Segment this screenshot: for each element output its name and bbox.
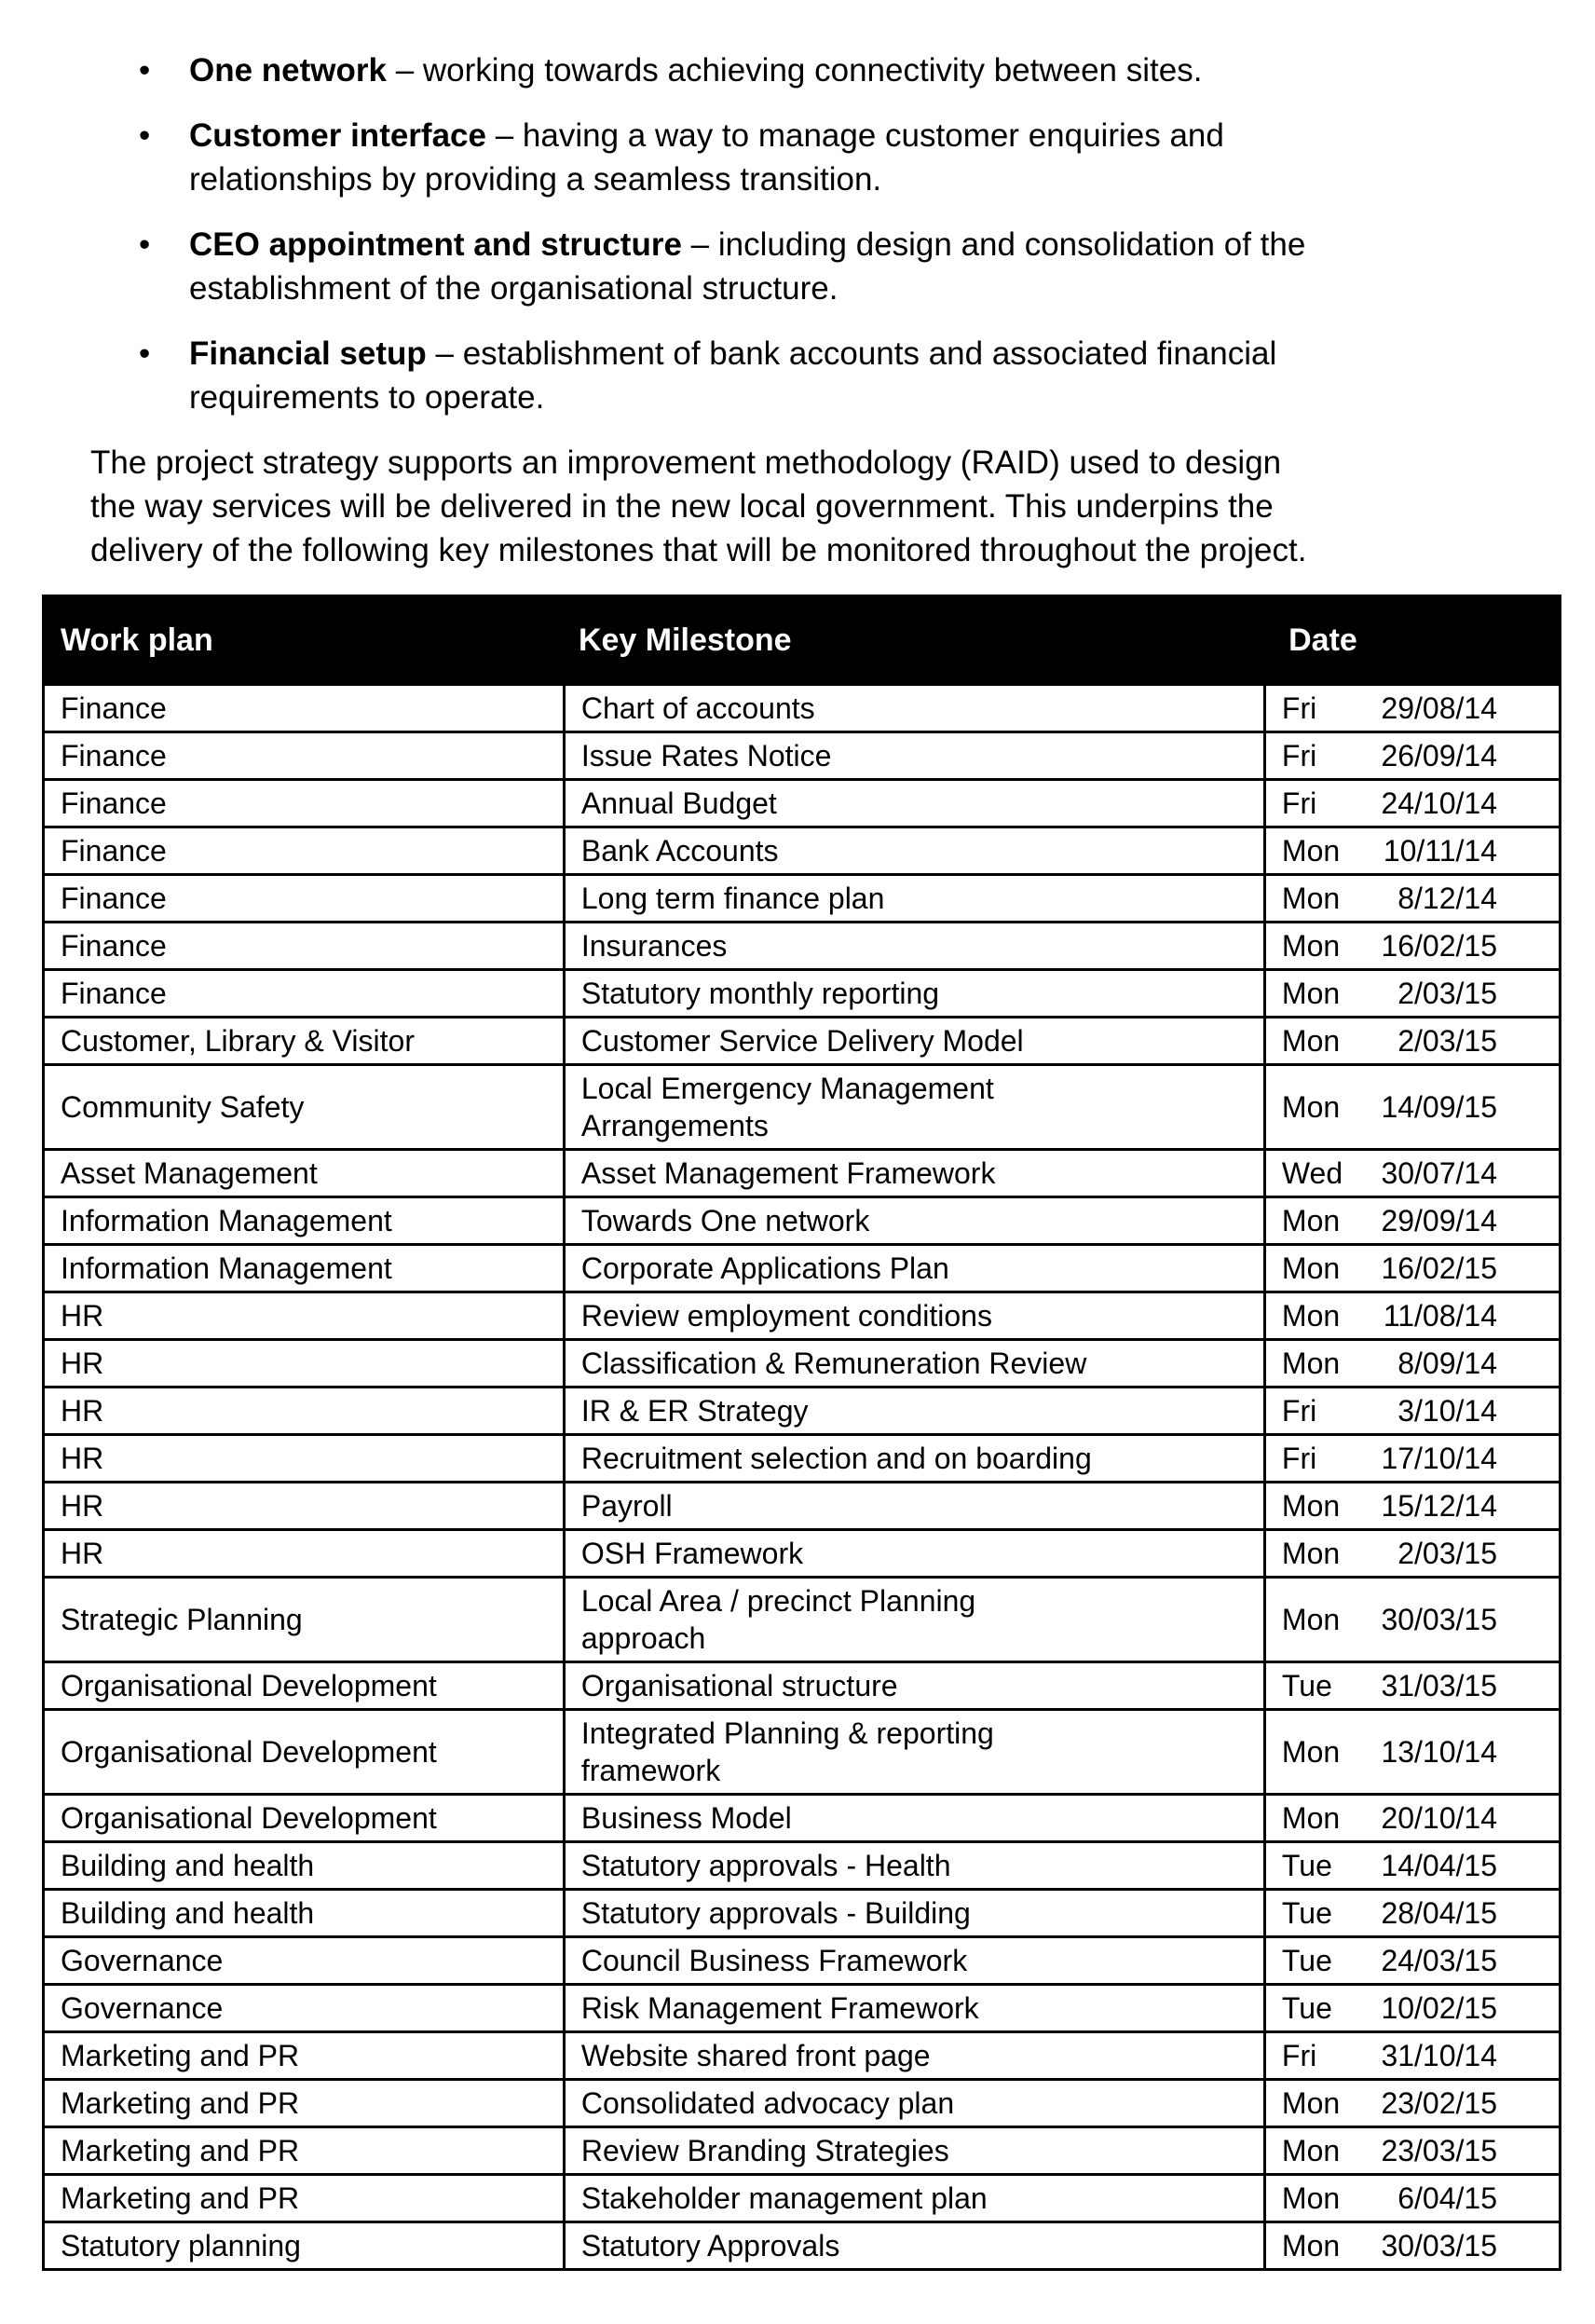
milestone-cell	[563, 1796, 1263, 1840]
workplan-cell	[45, 1018, 563, 1063]
workplan-text: Finance	[61, 691, 167, 725]
milestone-text: Local Area / precinct Planning	[580, 1584, 976, 1618]
intro-paragraph	[90, 441, 1595, 572]
date-value: 30/03/15	[1381, 1603, 1497, 1636]
date-value: 16/02/15	[1381, 929, 1497, 963]
workplan-cell	[45, 1246, 563, 1291]
workplan-cell	[45, 1483, 563, 1528]
workplan-text: Statutory planning	[61, 2229, 301, 2262]
date-day: Tue	[1281, 1849, 1332, 1882]
date-cell	[1263, 1341, 1559, 1386]
workplan-cell	[45, 2081, 563, 2126]
date-cell	[1263, 1018, 1559, 1063]
workplan-cell	[45, 1891, 563, 1935]
workplan-cell	[45, 2033, 563, 2078]
workplan-text: HR	[61, 1299, 104, 1333]
date-value: 3/10/14	[1397, 1394, 1497, 1428]
date-cell	[1263, 1531, 1559, 1576]
table-row	[45, 1793, 1559, 1840]
table-row	[45, 1888, 1559, 1935]
bullet-text	[189, 48, 1202, 92]
workplan-text: HR	[61, 1537, 104, 1570]
date-value: 15/12/14	[1381, 1489, 1497, 1523]
milestone-cell	[563, 2223, 1263, 2268]
table-row	[45, 1935, 1559, 1983]
date-value: 23/03/15	[1381, 2134, 1497, 2167]
bullet-bold-label: Customer interface	[189, 117, 486, 154]
milestone-cell	[563, 1579, 1263, 1661]
milestone-text: Customer Service Delivery Model	[580, 1024, 1024, 1058]
milestone-cell	[563, 2081, 1263, 2126]
milestone-text: Stakeholder management plan	[580, 2181, 988, 2215]
bullet-icon: •	[139, 52, 151, 89]
milestone-text-line2: Arrangements	[580, 1109, 769, 1142]
date-cell	[1263, 1293, 1559, 1338]
table-row	[45, 873, 1559, 921]
date-day: Mon	[1281, 2181, 1341, 2215]
milestone-cell	[563, 876, 1263, 921]
date-cell	[1263, 1483, 1559, 1528]
date-cell	[1263, 2033, 1559, 2078]
header-date: Date	[1288, 622, 1357, 658]
milestone-cell	[563, 1483, 1263, 1528]
date-cell	[1263, 1938, 1559, 1983]
bullet-line	[189, 114, 1224, 157]
date-cell	[1263, 1436, 1559, 1481]
bullet-text	[189, 114, 1224, 201]
date-value: 8/12/14	[1397, 882, 1497, 915]
date-day: Mon	[1281, 1204, 1341, 1237]
workplan-text: Strategic Planning	[61, 1603, 303, 1636]
table-row	[45, 826, 1559, 873]
milestone-text: Issue Rates Notice	[580, 739, 832, 772]
table-row	[45, 2221, 1559, 2268]
bullet-rest: – having a way to manage customer enquiries and	[485, 117, 1224, 154]
bullet-text	[189, 332, 1276, 419]
milestone-text: Risk Management Framework	[580, 1991, 979, 2025]
date-value: 31/10/14	[1381, 2039, 1497, 2072]
date-cell	[1263, 686, 1559, 731]
date-cell	[1263, 1066, 1559, 1148]
workplan-text: Information Management	[61, 1204, 392, 1237]
milestone-cell	[563, 1066, 1263, 1148]
date-cell	[1263, 2081, 1559, 2126]
bullet-item-ceo-appointment	[139, 223, 1595, 310]
date-day: Fri	[1281, 739, 1317, 772]
workplan-cell	[45, 1198, 563, 1243]
date-day: Fri	[1281, 691, 1317, 725]
bullet-icon: •	[139, 335, 151, 372]
date-cell	[1263, 828, 1559, 873]
milestone-cell	[563, 1436, 1263, 1481]
milestone-text: Long term finance plan	[580, 882, 885, 915]
milestone-text: Corporate Applications Plan	[580, 1251, 949, 1285]
milestone-text: Recruitment selection and on boarding	[580, 1442, 1092, 1475]
workplan-cell	[45, 1388, 563, 1433]
date-value: 20/10/14	[1381, 1801, 1497, 1835]
date-cell	[1263, 1579, 1559, 1661]
table-row	[45, 1840, 1559, 1888]
date-day: Mon	[1281, 2229, 1341, 2262]
bullet-line	[189, 332, 1276, 376]
table-row	[45, 731, 1559, 778]
milestone-text-line2: approach	[580, 1621, 706, 1655]
milestone-cell	[563, 1341, 1263, 1386]
table-row	[45, 2173, 1559, 2221]
workplan-text: HR	[61, 1394, 104, 1428]
workplan-text: Marketing and PR	[61, 2039, 300, 2072]
milestone-cell	[563, 1663, 1263, 1708]
date-cell	[1263, 2176, 1559, 2221]
date-value: 24/03/15	[1381, 1944, 1497, 1977]
date-cell	[1263, 1986, 1559, 2030]
table-row	[45, 1386, 1559, 1433]
milestone-text: Towards One network	[580, 1204, 870, 1237]
paragraph-line: The project strategy supports an improvement methodology (RAID) used to design	[90, 444, 1282, 481]
bullet-bold-label: One network	[189, 52, 387, 89]
table-row	[45, 968, 1559, 1016]
date-cell	[1263, 1151, 1559, 1196]
milestone-text: Statutory approvals - Building	[580, 1896, 971, 1930]
bullet-text	[189, 223, 1305, 310]
milestone-text: Organisational structure	[580, 1669, 898, 1702]
date-value: 13/10/14	[1381, 1735, 1497, 1769]
date-value: 29/09/14	[1381, 1204, 1497, 1237]
date-value: 10/02/15	[1381, 1991, 1497, 2025]
date-cell	[1263, 1198, 1559, 1243]
workplan-cell	[45, 1796, 563, 1840]
bullet-icon: •	[139, 226, 151, 263]
table-row	[45, 1196, 1559, 1243]
date-cell	[1263, 781, 1559, 826]
date-cell	[1263, 1663, 1559, 1708]
milestone-text: Insurances	[580, 929, 728, 963]
date-day: Tue	[1281, 1669, 1332, 1702]
workplan-text: Finance	[61, 929, 167, 963]
date-day: Mon	[1281, 929, 1341, 963]
date-day: Tue	[1281, 1944, 1332, 1977]
table-row	[45, 778, 1559, 826]
milestone-cell	[563, 1986, 1263, 2030]
milestone-cell	[563, 686, 1263, 731]
bullet-rest: – establishment of bank accounts and associated financial	[426, 335, 1277, 372]
workplan-text: Building and health	[61, 1849, 315, 1882]
workplan-cell	[45, 781, 563, 826]
date-day: Tue	[1281, 1896, 1332, 1930]
date-cell	[1263, 1388, 1559, 1433]
workplan-cell	[45, 1843, 563, 1888]
workplan-text: Finance	[61, 977, 167, 1010]
date-value: 26/09/14	[1381, 739, 1497, 772]
milestone-cell	[563, 1891, 1263, 1935]
workplan-cell	[45, 2176, 563, 2221]
milestone-text: Asset Management Framework	[580, 1156, 996, 1190]
table-row	[45, 1528, 1559, 1576]
milestone-cell	[563, 1151, 1263, 1196]
date-value: 11/08/14	[1383, 1299, 1497, 1333]
milestone-cell	[563, 971, 1263, 1016]
bullet-line: relationships by providing a seamless transition.	[189, 161, 882, 198]
workplan-cell	[45, 2128, 563, 2173]
date-cell	[1263, 876, 1559, 921]
table-row	[45, 1708, 1559, 1793]
date-value: 10/11/14	[1383, 834, 1497, 868]
bullet-line: requirements to operate.	[189, 379, 545, 416]
workplan-cell	[45, 1531, 563, 1576]
milestone-cell	[563, 2033, 1263, 2078]
date-value: 2/03/15	[1397, 1024, 1497, 1058]
bullet-rest: – working towards achieving connectivity between sites.	[386, 52, 1203, 89]
date-cell	[1263, 733, 1559, 778]
milestone-cell	[563, 1843, 1263, 1888]
table-row	[45, 1433, 1559, 1481]
bullet-line	[189, 48, 1202, 92]
date-value: 2/03/15	[1397, 1537, 1497, 1570]
milestone-cell	[563, 781, 1263, 826]
bullet-line	[189, 223, 1305, 267]
date-value: 31/03/15	[1381, 1669, 1497, 1702]
workplan-cell	[45, 1938, 563, 1983]
paragraph-line: the way services will be delivered in the new local government. This underpins the	[90, 488, 1274, 525]
header-workplan: Work plan	[61, 622, 213, 658]
table-row	[45, 2030, 1559, 2078]
bullet-bold-label: Financial setup	[189, 335, 427, 372]
date-day: Mon	[1281, 2134, 1341, 2167]
milestone-text: Statutory approvals - Health	[580, 1849, 951, 1882]
date-value: 29/08/14	[1381, 691, 1497, 725]
date-day: Fri	[1281, 786, 1317, 820]
workplan-cell	[45, 2223, 563, 2268]
workplan-text: Finance	[61, 786, 167, 820]
workplan-cell	[45, 686, 563, 731]
milestone-cell	[563, 733, 1263, 778]
milestone-text: Local Emergency Management	[580, 1072, 994, 1105]
date-day: Mon	[1281, 1090, 1341, 1124]
table-row	[45, 1291, 1559, 1338]
bullet-line: establishment of the organisational structure.	[189, 270, 838, 307]
milestone-text: Review employment conditions	[580, 1299, 992, 1333]
milestone-cell	[563, 828, 1263, 873]
date-cell	[1263, 1246, 1559, 1291]
workplan-text: Customer, Library & Visitor	[61, 1024, 415, 1058]
date-day: Mon	[1281, 1801, 1341, 1835]
bullet-item-one-network	[139, 48, 1595, 92]
date-value: 28/04/15	[1381, 1896, 1497, 1930]
milestone-text: Bank Accounts	[580, 834, 779, 868]
workplan-text: HR	[61, 1489, 104, 1523]
workplan-text: Organisational Development	[61, 1735, 437, 1769]
milestone-text: Integrated Planning & reporting	[580, 1716, 994, 1750]
date-day: Wed	[1281, 1156, 1343, 1190]
milestone-text: Council Business Framework	[580, 1944, 968, 1977]
milestone-cell	[563, 1293, 1263, 1338]
date-day: Mon	[1281, 1251, 1341, 1285]
workplan-cell	[45, 923, 563, 968]
workplan-cell	[45, 828, 563, 873]
date-cell	[1263, 2128, 1559, 2173]
table-row	[45, 683, 1559, 731]
table-row	[45, 1983, 1559, 2030]
date-cell	[1263, 2223, 1559, 2268]
milestone-cell	[563, 1246, 1263, 1291]
date-day: Mon	[1281, 834, 1341, 868]
workplan-text: Marketing and PR	[61, 2086, 300, 2120]
milestone-text: Statutory Approvals	[580, 2229, 840, 2262]
workplan-text: Finance	[61, 739, 167, 772]
workplan-cell	[45, 1066, 563, 1148]
date-cell	[1263, 1796, 1559, 1840]
date-value: 6/04/15	[1397, 2181, 1497, 2215]
milestone-text: Business Model	[580, 1801, 792, 1835]
workplan-text: Finance	[61, 834, 167, 868]
date-value: 23/02/15	[1381, 2086, 1497, 2120]
milestone-text: Statutory monthly reporting	[580, 977, 940, 1010]
date-day: Mon	[1281, 1024, 1341, 1058]
workplan-text: Building and health	[61, 1896, 315, 1930]
table-row	[45, 1148, 1559, 1196]
workplan-text: Marketing and PR	[61, 2134, 300, 2167]
milestone-text: Classification & Remuneration Review	[580, 1347, 1087, 1380]
workplan-text: Information Management	[61, 1251, 392, 1285]
header-key-milestone: Key Milestone	[578, 622, 792, 658]
milestone-cell	[563, 2176, 1263, 2221]
workplan-text: Governance	[61, 1991, 224, 2025]
date-value: 14/04/15	[1381, 1849, 1497, 1882]
milestone-cell	[563, 1711, 1263, 1793]
workplan-cell	[45, 1341, 563, 1386]
date-value: 30/07/14	[1381, 1156, 1497, 1190]
date-value: 24/10/14	[1381, 786, 1497, 820]
date-cell	[1263, 1711, 1559, 1793]
table-row	[45, 1063, 1559, 1148]
date-day: Fri	[1281, 1442, 1317, 1475]
milestone-text-line2: framework	[580, 1754, 721, 1787]
milestone-cell	[563, 1938, 1263, 1983]
milestone-cell	[563, 1388, 1263, 1433]
bullet-item-financial-setup	[139, 332, 1595, 419]
date-value: 30/03/15	[1381, 2229, 1497, 2262]
date-value: 2/03/15	[1397, 977, 1497, 1010]
milestone-cell	[563, 1018, 1263, 1063]
workplan-cell	[45, 1711, 563, 1793]
table-row	[45, 1338, 1559, 1386]
date-day: Mon	[1281, 1537, 1341, 1570]
workplan-cell	[45, 1663, 563, 1708]
workplan-cell	[45, 733, 563, 778]
milestone-cell	[563, 1198, 1263, 1243]
bullet-bold-label: CEO appointment and structure	[189, 226, 682, 263]
date-day: Fri	[1281, 2039, 1317, 2072]
milestone-text: Annual Budget	[580, 786, 777, 820]
workplan-cell	[45, 971, 563, 1016]
workplan-cell	[45, 1436, 563, 1481]
paragraph-line: delivery of the following key milestones that will be monitored throughout the project.	[90, 532, 1307, 568]
table-row	[45, 2078, 1559, 2126]
workplan-text: Organisational Development	[61, 1669, 437, 1702]
date-day: Mon	[1281, 882, 1341, 915]
date-day: Tue	[1281, 1991, 1332, 2025]
workplan-cell	[45, 1151, 563, 1196]
bullet-item-customer-interface	[139, 114, 1595, 201]
milestone-text: Chart of accounts	[580, 691, 815, 725]
workplan-cell	[45, 1293, 563, 1338]
date-value: 14/09/15	[1381, 1090, 1497, 1124]
workplan-text: Asset Management	[61, 1156, 318, 1190]
table-body	[45, 683, 1559, 2268]
date-value: 8/09/14	[1397, 1347, 1497, 1380]
milestone-text: IR & ER Strategy	[580, 1394, 809, 1428]
table-row	[45, 2126, 1559, 2173]
table-row	[45, 1243, 1559, 1291]
milestone-text: OSH Framework	[580, 1537, 804, 1570]
table-row	[45, 1016, 1559, 1063]
date-day: Mon	[1281, 1299, 1341, 1333]
milestones-table	[42, 595, 1561, 2271]
date-day: Fri	[1281, 1394, 1317, 1428]
date-value: 17/10/14	[1381, 1442, 1497, 1475]
bullet-icon: •	[139, 117, 151, 154]
workplan-cell	[45, 876, 563, 921]
date-day: Mon	[1281, 2086, 1341, 2120]
workplan-text: HR	[61, 1347, 104, 1380]
milestone-cell	[563, 1531, 1263, 1576]
date-day: Mon	[1281, 977, 1341, 1010]
date-value: 16/02/15	[1381, 1251, 1497, 1285]
table-row	[45, 1481, 1559, 1528]
workplan-text: Marketing and PR	[61, 2181, 300, 2215]
date-day: Mon	[1281, 1347, 1341, 1380]
date-day: Mon	[1281, 1603, 1341, 1636]
workplan-cell	[45, 1986, 563, 2030]
milestone-cell	[563, 923, 1263, 968]
workplan-text: HR	[61, 1442, 104, 1475]
table-row	[45, 1576, 1559, 1661]
table-row	[45, 1661, 1559, 1708]
milestone-text: Website shared front page	[580, 2039, 931, 2072]
workplan-text: Community Safety	[61, 1090, 305, 1124]
date-day: Mon	[1281, 1735, 1341, 1769]
workplan-text: Organisational Development	[61, 1801, 437, 1835]
milestone-text: Payroll	[580, 1489, 673, 1523]
milestone-text: Consolidated advocacy plan	[580, 2086, 955, 2120]
table-header-row	[45, 597, 1559, 683]
date-cell	[1263, 971, 1559, 1016]
bullet-rest: – including design and consolidation of the	[681, 226, 1306, 263]
table-row	[45, 921, 1559, 968]
workplan-cell	[45, 1579, 563, 1661]
date-cell	[1263, 1843, 1559, 1888]
date-day: Mon	[1281, 1489, 1341, 1523]
date-cell	[1263, 1891, 1559, 1935]
workplan-text: Governance	[61, 1944, 224, 1977]
milestone-cell	[563, 2128, 1263, 2173]
milestone-text: Review Branding Strategies	[580, 2134, 949, 2167]
date-cell	[1263, 923, 1559, 968]
workplan-text: Finance	[61, 882, 167, 915]
